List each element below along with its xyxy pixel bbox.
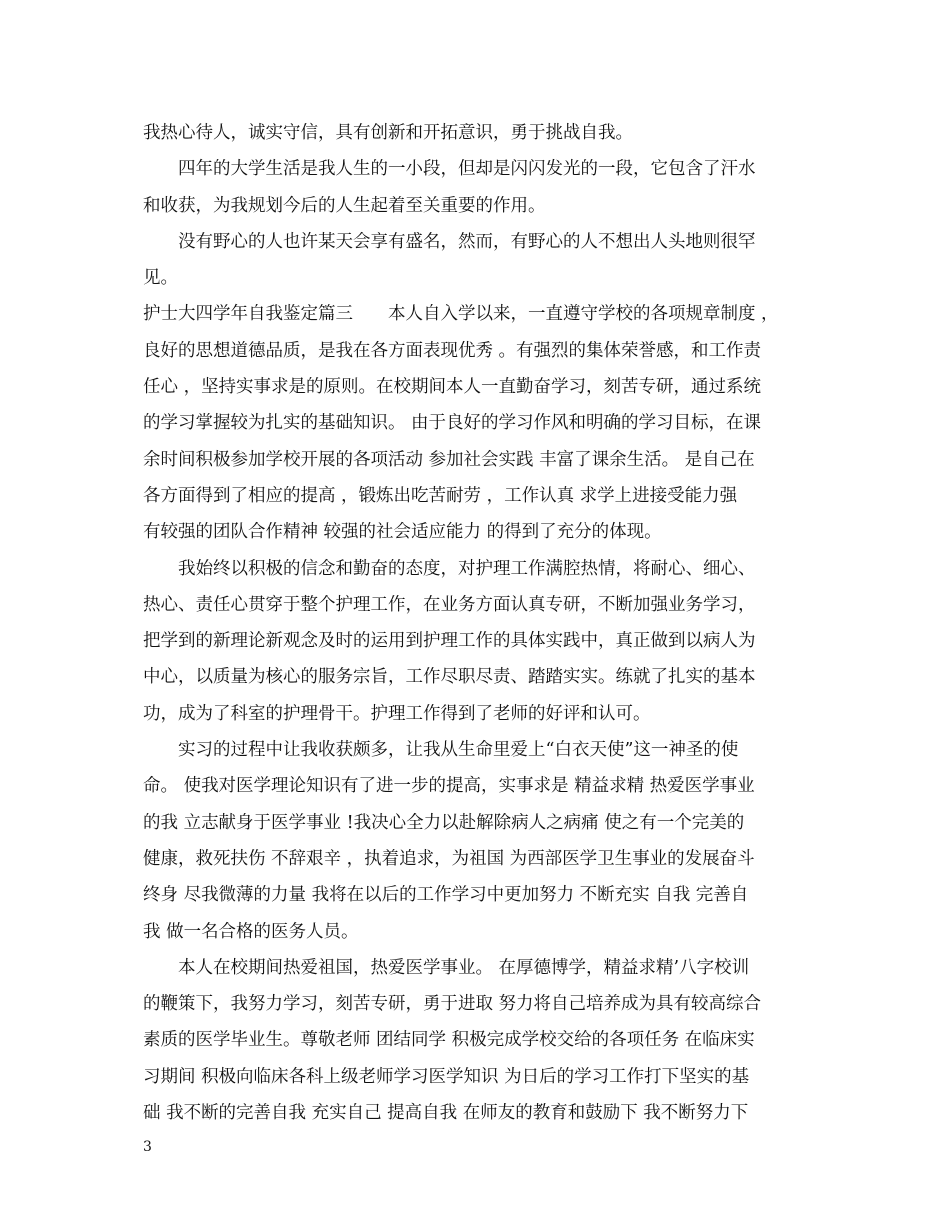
page-number: 3 — [143, 1139, 152, 1155]
text-line: 没有野心的人也许某天会享有盛名，然而，有野心的人不想出人头地则很罕 — [178, 231, 756, 252]
text-line: 的我 立志献身于医学事业 !我决心全力以赴解除病人之病痛 使之有一个完美的 — [143, 812, 745, 833]
text-line: 和收获，为我规划今后的人生起着至关重要的作用。 — [143, 195, 546, 216]
text-line: 习期间 积极向临床各科上级老师学习医学知识 为日后的学习工作打下坚实的基 — [143, 1066, 750, 1087]
text-line: 础 我不断的完善自我 充实自己 提高自我 在师友的教育和鼓励下 我不断努力下 — [143, 1103, 749, 1124]
text-line: 余时间积极参加学校开展的各项活动 参加社会实践 丰富了课余生活。 是自己在 — [143, 449, 755, 470]
text-line: 本人在校期间热爱祖国，热爱医学事业。 在厚德博学，精益求精’八字校训 — [178, 957, 750, 978]
text-line: 实习的过程中让我收获颇多，让我从生命里爱上“白衣天使”这一神圣的使 — [178, 740, 739, 761]
text-line: 素质的医学毕业生。尊敬老师 团结同学 积极完成学校交给的各项任务 在临床实 — [143, 1030, 755, 1051]
text-line: 把学到的新理论新观念及时的运用到护理工作的具体实践中，真正做到以病人为 — [143, 631, 756, 652]
text-line: 我热心待人，诚实守信，具有创新和开拓意识，勇于挑战自我。 — [143, 123, 633, 143]
text-line: 护士大四学年自我鉴定篇三 本人自入学以来，一直遵守学校的各项规章制度 ， — [143, 304, 779, 325]
text-line: 各方面得到了相应的提高 ，锻炼出吃苦耐劳 ，工作认真 求学上进接受能力强 — [143, 485, 738, 506]
text-line: 有较强的团队合作精神 较强的社会适应能力 的得到了充分的体现。 — [143, 522, 662, 543]
text-line: 的学习掌握较为扎实的基础知识。 由于良好的学习作风和明确的学习目标，在课 — [143, 413, 762, 434]
text-line: 我始终以积极的信念和勤奋的态度，对护理工作满腔热情，将耐心、细心、 — [178, 558, 756, 579]
text-line: 中心，以质量为核心的服务宗旨，工作尽职尽责、踏踏实实。练就了扎实的基本 — [143, 667, 756, 688]
body-text — [143, 115, 813, 1131]
text-line: 我 做一名合格的医务人员。 — [143, 921, 359, 942]
text-line: 命。 使我对医学理论知识有了进一步的提高，实事求是 精益求精 热爱医学事业 — [143, 776, 755, 797]
text-line: 健康，救死扶伤 不辞艰辛 ，执着追求，为祖国 为西部医学卫生事业的发展奋斗 — [143, 848, 755, 869]
text-line: 见。 — [143, 268, 178, 289]
text-line: 的鞭策下，我努力学习，刻苦专研，勇于进取 努力将自己培养成为具有较高综合 — [143, 994, 762, 1015]
text-line: 功，成为了科室的护理骨干。护理工作得到了老师的好评和认可。 — [143, 703, 651, 724]
text-line: 热心、责任心贯穿于整个护理工作，在业务方面认真专研，不断加强业务学习， — [143, 594, 756, 615]
text-line: 良好的思想道德品质，是我在各方面表现优秀 。有强烈的集体荣誉感，和工作责 — [143, 340, 762, 361]
text-line: 终身 尽我微薄的力量 我将在以后的工作学习中更加努力 不断充实 自我 完善自 — [143, 885, 749, 906]
text-line: 任心 ，坚持实事求是的原则。在校期间本人一直勤奋学习，刻苦专研，通过系统 — [143, 377, 762, 398]
text-line: 四年的大学生活是我人生的一小段，但却是闪闪发光的一段，它包含了汗水 — [178, 159, 756, 180]
